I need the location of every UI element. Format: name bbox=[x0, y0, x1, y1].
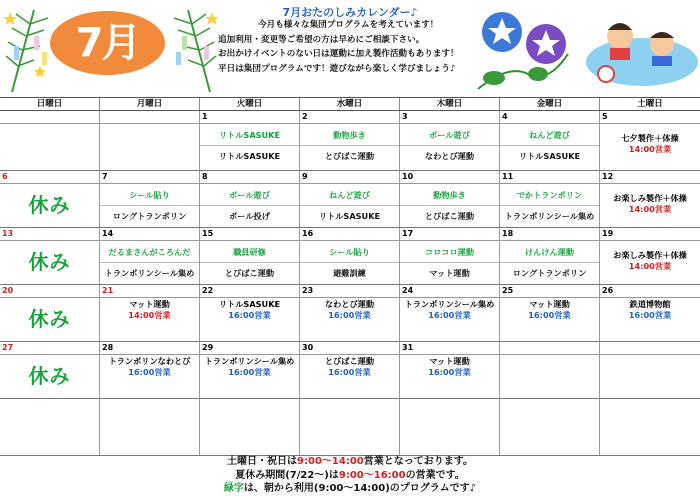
calendar-day-cell bbox=[500, 171, 600, 227]
business-hours: 14:00営業 bbox=[628, 204, 672, 214]
business-hours: 14:00営業 bbox=[128, 310, 171, 320]
calendar-day-cell bbox=[400, 399, 500, 455]
day-number: 22 bbox=[202, 286, 214, 295]
calendar-day-cell bbox=[300, 399, 400, 455]
program-label: 七夕製作＋体操 bbox=[621, 133, 679, 143]
calendar-day-cell bbox=[0, 228, 100, 284]
day-number: 11 bbox=[502, 172, 514, 181]
morning-program: コロコロ運動 bbox=[424, 247, 475, 257]
calendar-header bbox=[0, 0, 700, 97]
program-label: とびばこ運動 bbox=[324, 356, 375, 366]
program-label: リトルSASUKE bbox=[218, 299, 281, 309]
weekday-label: 月曜日 bbox=[100, 98, 200, 110]
weekday-header-row bbox=[0, 97, 700, 111]
weekday-label: 火曜日 bbox=[200, 98, 300, 110]
calendar-day-cell bbox=[400, 228, 500, 284]
calendar-day-cell bbox=[300, 111, 400, 170]
kids-pool-icon bbox=[580, 6, 698, 90]
calendar-grid bbox=[0, 97, 700, 456]
business-hours: 16:00営業 bbox=[328, 367, 371, 377]
morning-program: 動物歩き bbox=[333, 130, 366, 140]
day-number: 7 bbox=[102, 172, 108, 181]
morning-program: ボール遊び bbox=[229, 190, 270, 200]
day-number: 2 bbox=[302, 112, 308, 121]
calendar-week-row bbox=[0, 111, 700, 171]
calendar-day-cell bbox=[600, 342, 700, 398]
intro-line: 今月も様々な集団プログラムを考えています！ bbox=[258, 20, 439, 30]
afternoon-program: ロングトランポリン bbox=[512, 268, 587, 278]
day-number: 21 bbox=[102, 286, 114, 295]
program-label: トランポリンシール集め bbox=[404, 299, 495, 309]
day-number: 4 bbox=[502, 112, 508, 121]
calendar-day-cell bbox=[200, 171, 300, 227]
saturday-program bbox=[600, 193, 700, 215]
weekday-label: 土曜日 bbox=[637, 99, 663, 109]
day-number: 30 bbox=[302, 343, 314, 352]
program-label: マット運動 bbox=[429, 356, 470, 366]
calendar-day-cell bbox=[500, 399, 600, 455]
summer-program bbox=[200, 299, 299, 321]
afternoon-program: リトルSASUKE bbox=[318, 211, 381, 221]
weekday-label: 金曜日 bbox=[500, 98, 600, 110]
calendar-day-cell bbox=[200, 111, 300, 170]
afternoon-program: トランポリンシール集め bbox=[104, 268, 195, 278]
calendar-day-cell bbox=[200, 399, 300, 455]
morning-program: ボール遊び bbox=[429, 130, 470, 140]
day-number: 3 bbox=[402, 112, 408, 121]
program-label: なわとび運動 bbox=[324, 299, 375, 309]
program-label: マット運動 bbox=[129, 299, 170, 309]
day-number: 10 bbox=[402, 172, 414, 181]
day-number: 29 bbox=[202, 343, 214, 352]
calendar-day-cell bbox=[300, 342, 400, 398]
business-hours: 16:00営業 bbox=[428, 367, 471, 377]
footer-text: 土曜日・祝日は bbox=[227, 456, 298, 467]
calendar-day-cell bbox=[100, 399, 200, 455]
day-number: 6 bbox=[2, 172, 8, 181]
summer-program bbox=[500, 299, 599, 321]
weekday-label: 木曜日 bbox=[400, 98, 500, 110]
day-number: 9 bbox=[302, 172, 308, 181]
day-number: 1 bbox=[202, 112, 208, 121]
summer-program bbox=[300, 299, 399, 321]
afternoon-program: とびばこ運動 bbox=[424, 211, 475, 221]
footer-hours: 9:00～14:00 bbox=[297, 456, 364, 467]
calendar-week-row bbox=[0, 342, 700, 399]
closed-label: 休み bbox=[28, 250, 71, 274]
footer-text: 営業となっております。 bbox=[363, 456, 473, 467]
summer-program bbox=[600, 299, 700, 321]
summer-program bbox=[200, 356, 299, 378]
footer-line-3 bbox=[0, 482, 700, 496]
footer-line-1 bbox=[0, 455, 700, 469]
program-label: お楽しみ製作＋体操 bbox=[613, 193, 687, 203]
calendar-day-cell bbox=[600, 285, 700, 341]
calendar-day-cell bbox=[400, 285, 500, 341]
day-number: 15 bbox=[202, 229, 214, 238]
afternoon-program: とびばこ運動 bbox=[224, 268, 275, 278]
tanabata-bamboo-icon bbox=[170, 6, 218, 94]
afternoon-program: リトルSASUKE bbox=[218, 151, 281, 161]
footer-text: 夏休み期間(7/22～)は bbox=[235, 469, 339, 481]
afternoon-program: トランポリンシール集め bbox=[504, 211, 595, 221]
footer-notes bbox=[0, 455, 700, 496]
saturday-program bbox=[600, 133, 700, 155]
day-number: 8 bbox=[202, 172, 208, 181]
saturday-program bbox=[600, 250, 700, 272]
footer-green-label: 緑字 bbox=[223, 483, 244, 494]
calendar-day-cell bbox=[0, 111, 100, 170]
business-hours: 14:00営業 bbox=[628, 261, 672, 271]
morning-program: けんけん運動 bbox=[524, 247, 575, 257]
calendar-day-cell bbox=[200, 342, 300, 398]
calendar-week-row bbox=[0, 171, 700, 228]
footer-line-2 bbox=[0, 469, 700, 483]
business-hours: 16:00営業 bbox=[328, 310, 371, 320]
footer-text: の営業です。 bbox=[405, 469, 465, 481]
day-number: 18 bbox=[502, 229, 514, 238]
weekday-label: 日曜日 bbox=[0, 98, 100, 110]
morning-program: シール貼り bbox=[129, 190, 170, 200]
summer-program bbox=[100, 356, 199, 378]
calendar-day-cell bbox=[600, 399, 700, 455]
business-hours: 16:00営業 bbox=[228, 310, 271, 320]
business-hours: 16:00営業 bbox=[528, 310, 571, 320]
intro-line: お出かけイベントのない日は運動に加え製作活動もあります！ bbox=[218, 49, 459, 59]
calendar-day-cell bbox=[400, 171, 500, 227]
morning-glory-icon bbox=[468, 4, 578, 94]
day-number: 17 bbox=[402, 229, 414, 238]
tanabata-bamboo-icon bbox=[4, 6, 52, 94]
calendar-week-row bbox=[0, 285, 700, 342]
calendar-day-cell bbox=[500, 228, 600, 284]
afternoon-program: なわとび運動 bbox=[424, 151, 475, 161]
closed-label: 休み bbox=[28, 364, 71, 388]
month-label: 7月 bbox=[75, 20, 140, 66]
business-hours: 16:00営業 bbox=[428, 310, 471, 320]
morning-program: ねんど遊び bbox=[529, 130, 570, 140]
afternoon-program: ロングトランポリン bbox=[112, 211, 187, 221]
calendar-day-cell bbox=[600, 228, 700, 284]
business-hours: 16:00営業 bbox=[128, 367, 171, 377]
calendar-day-cell bbox=[400, 342, 500, 398]
calendar-day-cell bbox=[0, 171, 100, 227]
calendar-day-cell bbox=[500, 285, 600, 341]
day-number: 25 bbox=[502, 286, 514, 295]
calendar-day-cell bbox=[0, 342, 100, 398]
day-number: 28 bbox=[102, 343, 114, 352]
weekday-label: 水曜日 bbox=[300, 98, 400, 110]
day-number: 27 bbox=[2, 343, 14, 352]
program-label: 鉄道博物館 bbox=[629, 299, 671, 309]
afternoon-program: リトルSASUKE bbox=[518, 151, 581, 161]
day-number: 13 bbox=[2, 229, 14, 238]
program-label: マット運動 bbox=[529, 299, 570, 309]
calendar-day-cell bbox=[100, 285, 200, 341]
calendar-day-cell bbox=[100, 342, 200, 398]
day-number: 23 bbox=[302, 286, 314, 295]
intro-text bbox=[218, 18, 498, 76]
morning-program: シール貼り bbox=[329, 247, 370, 257]
calendar-day-cell bbox=[400, 111, 500, 170]
closed-label: 休み bbox=[28, 307, 71, 331]
summer-program bbox=[100, 299, 199, 321]
afternoon-program: ボール投げ bbox=[229, 211, 270, 221]
calendar-title: 7月おたのしみカレンダー♪ bbox=[282, 6, 418, 19]
summer-program bbox=[300, 356, 399, 378]
summer-program bbox=[400, 299, 499, 321]
calendar-day-cell bbox=[200, 285, 300, 341]
calendar-day-cell bbox=[500, 111, 600, 170]
day-number: 14 bbox=[102, 229, 114, 238]
day-number: 31 bbox=[402, 343, 414, 352]
morning-program: だるまさんがころんだ bbox=[108, 247, 191, 257]
closed-label: 休み bbox=[28, 193, 71, 217]
intro-line: 追加利用・変更等ご希望の方は早めにご相談下さい。 bbox=[218, 34, 425, 45]
calendar-day-cell bbox=[100, 171, 200, 227]
program-label: トランポリンシール集め bbox=[204, 356, 295, 366]
calendar-day-cell bbox=[300, 171, 400, 227]
morning-program: 動物歩き bbox=[433, 190, 466, 200]
calendar-day-cell bbox=[300, 285, 400, 341]
morning-program: リトルSASUKE bbox=[218, 130, 281, 140]
afternoon-program: マット運動 bbox=[429, 268, 470, 278]
day-number: 26 bbox=[602, 286, 614, 295]
footer-text: は、朝から利用(9:00～14:00)のプログラムです♪ bbox=[243, 483, 477, 494]
day-number: 19 bbox=[602, 229, 614, 238]
intro-line: 平日は集団プログラムです！遊びながら楽しく学びましょう♪ bbox=[218, 63, 456, 74]
calendar-day-cell bbox=[100, 111, 200, 170]
day-number: 12 bbox=[602, 172, 614, 181]
calendar-day-cell bbox=[600, 171, 700, 227]
calendar-day-cell bbox=[0, 399, 100, 455]
afternoon-program: 避難訓練 bbox=[333, 268, 366, 278]
day-number: 5 bbox=[602, 112, 608, 121]
day-number: 20 bbox=[2, 286, 14, 295]
morning-program: ねんど遊び bbox=[329, 190, 370, 200]
calendar-day-cell bbox=[500, 342, 600, 398]
business-hours: 16:00営業 bbox=[228, 367, 271, 377]
calendar-day-cell bbox=[0, 285, 100, 341]
calendar-week-row bbox=[0, 399, 700, 456]
calendar-day-cell bbox=[200, 228, 300, 284]
day-number: 16 bbox=[302, 229, 314, 238]
morning-program: 職員研修 bbox=[233, 247, 266, 257]
morning-program: でかトランポリン bbox=[516, 190, 583, 200]
calendar-day-cell bbox=[300, 228, 400, 284]
program-label: お楽しみ製作＋体操 bbox=[613, 250, 687, 260]
summer-program bbox=[400, 356, 499, 378]
program-label: トランポリンなわとび bbox=[108, 356, 191, 366]
business-hours: 14:00営業 bbox=[628, 144, 672, 154]
calendar-week-row bbox=[0, 228, 700, 285]
calendar-day-cell bbox=[100, 228, 200, 284]
footer-hours: 9:00～16:00 bbox=[338, 469, 406, 481]
business-hours: 16:00営業 bbox=[628, 310, 672, 320]
calendar-day-cell bbox=[600, 111, 700, 170]
day-number: 24 bbox=[402, 286, 414, 295]
afternoon-program: とびばこ運動 bbox=[324, 151, 375, 161]
